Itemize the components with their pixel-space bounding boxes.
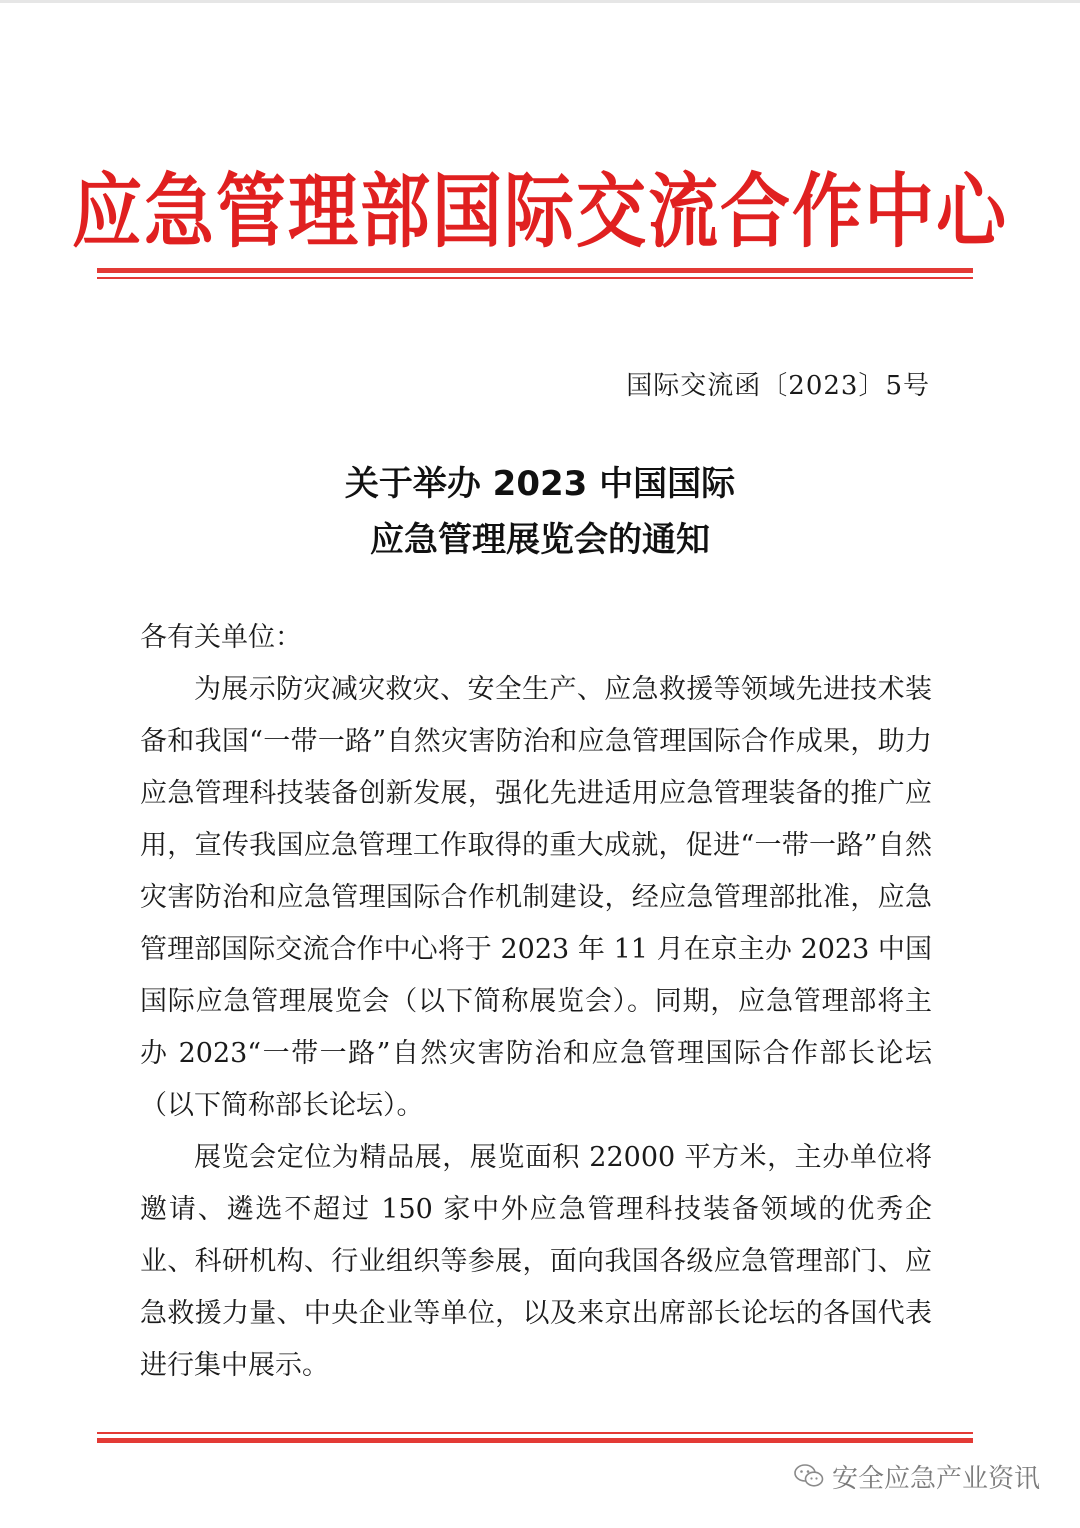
footer-red-rule-thick — [97, 1438, 973, 1443]
body-text — [140, 664, 932, 1392]
paragraph-2: 展览会定位为精品展，展览面积 22000 平方米，主办单位将邀请、遴选不超过 150 家中外应急管理科技装备领域的优秀企业、科研机构、行业组织等参展，面向我国各级应急管理部门、应急救援力量、中央企业等单位，以及来京出席部长论坛的各国代表进行集中展示。 — [140, 1142, 932, 1381]
salutation: 各有关单位： — [140, 622, 302, 653]
header-red-rule-thin — [97, 277, 973, 279]
footer-red-rule-thin — [97, 1432, 973, 1434]
document-title — [140, 456, 940, 568]
organization-letterhead: 应急管理部国际交流合作中心 — [72, 163, 1008, 259]
paragraph-1: 为展示防灾减灾救灾、安全生产、应急救援等领域先进技术装备和我国“一带一路”自然灾害防治和应急管理国际合作成果，助力应急管理科技装备创新发展，强化先进适用应急管理装备的推广应用，宣传我国应急管理工作取得的重大成就，促进“一带一路”自然灾害防治和应急管理国际合作机制建设，经应急管理部批准，应急管理部国际交流合作中心将于 2023 年 11 月在京主办 2023 中国国际应急管理展览会（以下简称展览会）。同期，应急管理部将主办 2023“一带一路”自然灾害防治和应急管理国际合作部长论坛（以下简称部长论坛）。 — [140, 674, 932, 1121]
wechat-icon — [794, 1463, 824, 1489]
document-number: 国际交流函〔2023〕5号 — [626, 371, 930, 401]
watermark-text: 安全应急产业资讯 — [831, 1463, 1040, 1494]
scan-edge — [0, 0, 1080, 3]
header-red-rule-thick — [97, 268, 973, 273]
title-line-1: 关于举办 2023 中国国际 — [344, 464, 736, 504]
source-watermark — [794, 1458, 1040, 1494]
title-line-2: 应急管理展览会的通知 — [370, 520, 710, 560]
